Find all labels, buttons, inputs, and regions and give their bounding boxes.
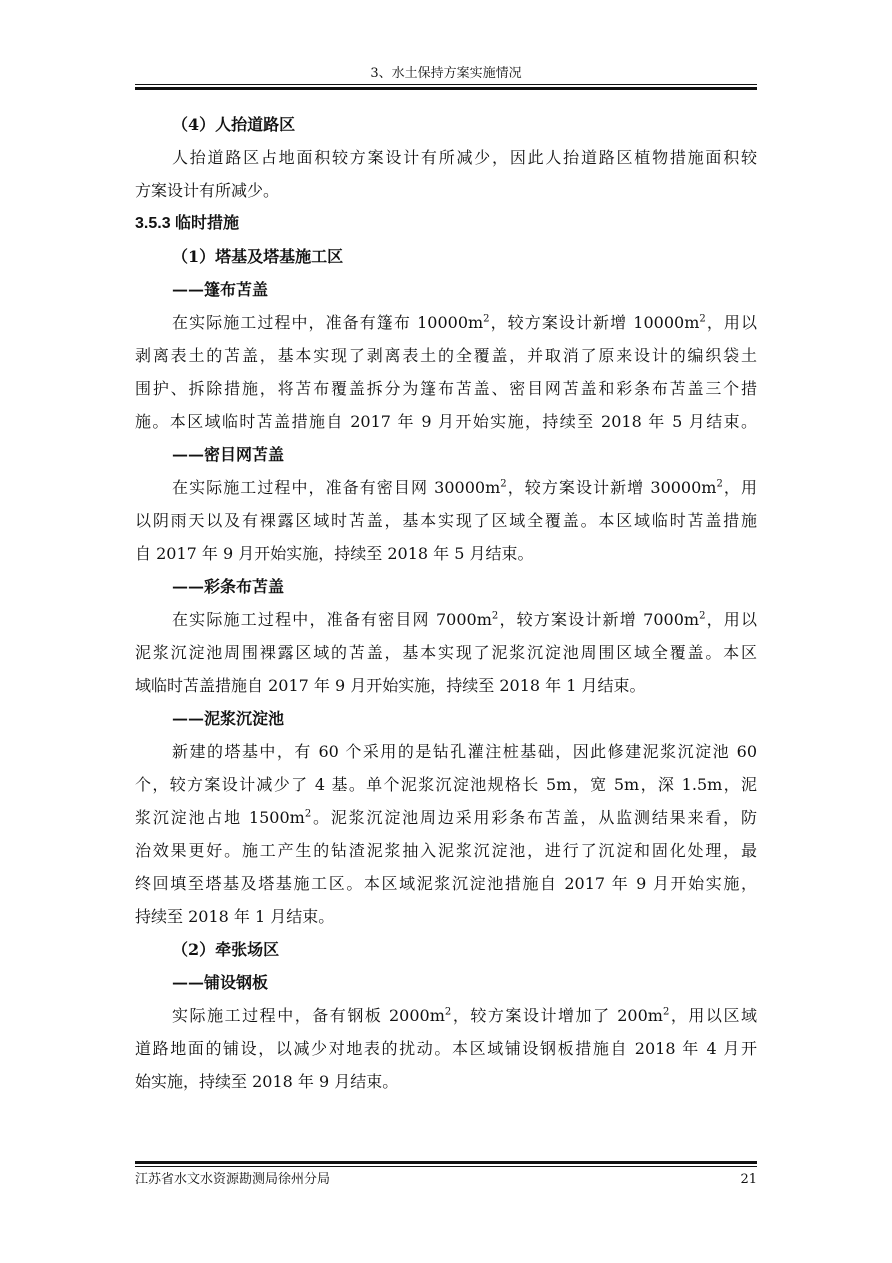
item-heading-stripe-cloth-cover: ——彩条布苫盖	[172, 577, 285, 596]
header-rule-thin	[135, 84, 757, 85]
footer-rule-thick	[135, 1161, 757, 1164]
paragraph-line: 始实施，持续至 2018 年 9 月结束。	[135, 1072, 399, 1091]
paragraph-line: 持续至 2018 年 1 月结束。	[135, 907, 335, 926]
footer-rule-thin	[135, 1166, 757, 1167]
paragraph-line: 围护、拆除措施，将苫布覆盖拆分为篷布苫盖、密目网苫盖和彩条布苫盖三个措	[135, 379, 757, 398]
paragraph-line: 新建的塔基中，有 60 个采用的是钻孔灌注桩基础，因此修建泥浆沉淀池 60	[172, 742, 757, 761]
paragraph-line: 在实际施工过程中，准备有密目网 $7000m^2$，较方案设计新增 $7000m^2$，用以	[172, 610, 757, 629]
paragraph-line: 施。本区域临时苫盖措施自 2017 年 9 月开始实施，持续至 2018 年 5 月结束。	[135, 412, 757, 431]
paragraph-line: 道路地面的铺设，以减少对地表的扰动。本区域铺设钢板措施自 2018 年 4 月开	[135, 1039, 757, 1058]
subheading-tower-base-area: （1）塔基及塔基施工区	[172, 247, 344, 266]
paragraph-line: 终回填至塔基及塔基施工区。本区域泥浆沉淀池措施自 2017 年 9 月开始实施，	[135, 874, 757, 893]
paragraph-line: 域临时苫盖措施自 2017 年 9 月开始实施，持续至 2018 年 1 月结束。	[135, 676, 646, 695]
paragraph-line: 以阴雨天以及有裸露区域时苫盖，基本实现了区域全覆盖。本区域临时苫盖措施	[135, 511, 757, 530]
paragraph-line: 浆沉淀池占地 $1500m^2$。泥浆沉淀池周边采用彩条布苫盖，从监测结果来看，防	[135, 808, 757, 827]
item-heading-mud-settling-pond: ——泥浆沉淀池	[172, 709, 285, 728]
paragraph-line: 泥浆沉淀池周围裸露区域的苫盖，基本实现了泥浆沉淀池周围区域全覆盖。本区	[135, 643, 757, 662]
subheading-human-carry-road: （4）人抬道路区	[172, 115, 296, 134]
footer-organization: 江苏省水文水资源勘测局徐州分局	[135, 1172, 331, 1187]
header-rule-thick	[135, 87, 757, 90]
running-header: 3、水土保持方案实施情况	[370, 66, 522, 81]
paragraph-line: 治效果更好。施工产生的钻渣泥浆抽入泥浆沉淀池，进行了沉淀和固化处理，最	[135, 841, 757, 860]
item-heading-tarp-cover: ——篷布苫盖	[172, 280, 269, 299]
paragraph-line: 剥离表土的苫盖，基本实现了剥离表土的全覆盖，并取消了原来设计的编织袋土	[135, 346, 757, 365]
item-heading-steel-plate: ——铺设钢板	[172, 973, 269, 992]
paragraph-line: 方案设计有所减少。	[135, 181, 280, 200]
section-heading-temporary-measures: 3.5.3 临时措施	[135, 215, 240, 232]
page-body	[135, 108, 757, 1098]
paragraph-line: 在实际施工过程中，准备有篷布 $10000m^2$，较方案设计新增 $10000m^2$，用以	[172, 313, 757, 332]
paragraph-line: 自 2017 年 9 月开始实施，持续至 2018 年 5 月结束。	[135, 544, 534, 563]
subheading-tension-field-area: （2）牵张场区	[172, 940, 280, 959]
paragraph-line: 人抬道路区占地面积较方案设计有所减少，因此人抬道路区植物措施面积较	[172, 148, 757, 167]
paragraph-line: 在实际施工过程中，准备有密目网 $30000m^2$，较方案设计新增 $30000m^2$，用	[172, 478, 757, 497]
paragraph-line: 个，较方案设计减少了 4 基。单个泥浆沉淀池规格长 5m，宽 5m，深 1.5m，泥	[135, 775, 757, 794]
paragraph-line: 实际施工过程中，备有钢板 $2000m^2$，较方案设计增加了 $200m^2$，用以区域	[172, 1006, 757, 1025]
page-number: 21	[740, 1172, 757, 1187]
item-heading-mesh-cover: ——密目网苫盖	[172, 445, 285, 464]
